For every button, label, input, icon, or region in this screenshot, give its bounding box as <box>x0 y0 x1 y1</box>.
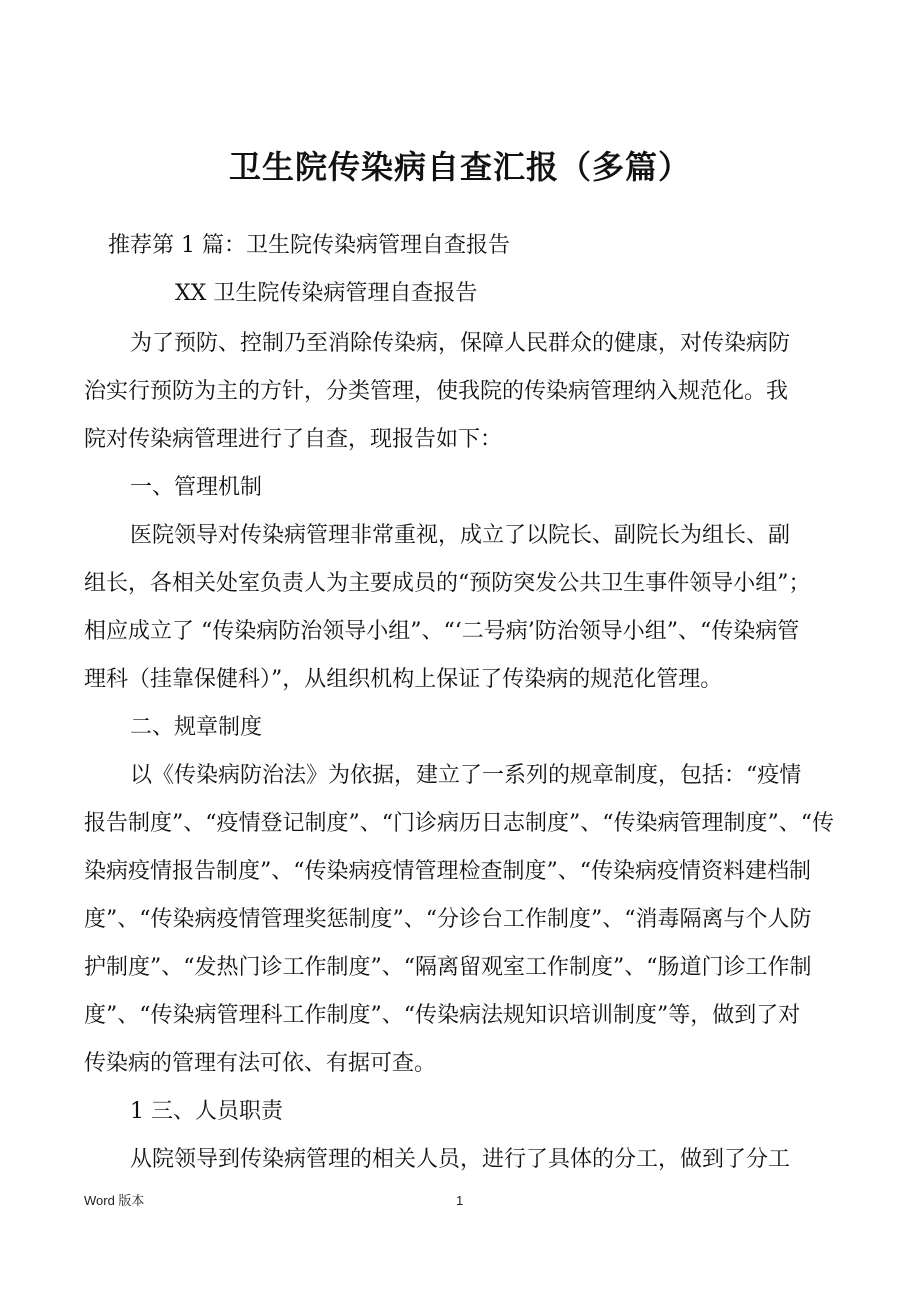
paragraph-line: 相应成立了 “传染病防治领导小组”、“‘二号病’防治领导小组”、“传染病管 <box>84 619 800 644</box>
paragraph-line: 组长，各相关处室负责人为主要成员的“预防突发公共卫生事件领导小组”； <box>84 571 811 596</box>
paragraph-line: 从院领导到传染病管理的相关人员，进行了具体的分工，做到了分工 <box>130 1147 791 1172</box>
report-heading: XX 卫生院传染病管理自查报告 <box>175 281 478 306</box>
paragraph-line: 护制度”、“发热门诊工作制度”、“隔离留观室工作制度”、“肠道门诊工作制 <box>84 955 812 980</box>
footer-page-number: 1 <box>456 1193 464 1208</box>
body-text <box>84 320 844 1184</box>
paragraph-line: 传染病的管理有法可依、有据可查。 <box>84 1051 437 1076</box>
paragraph-line: 为了预防、控制乃至消除传染病，保障人民群众的健康，对传染病防 <box>130 331 791 356</box>
footer-word-version: Word 版本 <box>84 1193 145 1208</box>
paragraph-line: 医院领导对传染病管理非常重视，成立了以院长、副院长为组长、副 <box>130 523 791 548</box>
paragraph-line: 以《传染病防治法》为依据，建立了一系列的规章制度，包括：“疫情 <box>130 763 802 788</box>
paragraph-line: 度”、“传染病管理科工作制度”、“传染病法规知识培训制度”等，做到了对 <box>84 1003 801 1028</box>
section-heading: 二、规章制度 <box>130 715 263 740</box>
paragraph-line: 治实行预防为主的方针，分类管理，使我院的传染病管理纳入规范化。我 <box>84 379 789 404</box>
paragraph-line: 理科（挂靠保健科）”，从组织机构上保证了传染病的规范化管理。 <box>84 667 723 692</box>
paragraph-line: 报告制度”、“疫情登记制度”、“门诊病历日志制度”、“传染病管理制度”、“传 <box>84 811 834 836</box>
paragraph-line: 度”、“传染病疫情管理奖惩制度”、“分诊台工作制度”、“消毒隔离与个人防 <box>84 907 812 932</box>
document-title: 卫生院传染病自查汇报（多篇） <box>228 148 691 186</box>
section-heading: 一、管理机制 <box>130 475 263 500</box>
paragraph-line: 院对传染病管理进行了自查，现报告如下： <box>84 427 503 452</box>
paragraph-line: 染病疫情报告制度”、“传染病疫情管理检查制度”、“传染病疫情资料建档制 <box>84 859 811 884</box>
article-subtitle: 推荐第 1 篇：卫生院传染病管理自查报告 <box>108 233 510 258</box>
section-heading: 1 三、人员职责 <box>130 1099 283 1124</box>
